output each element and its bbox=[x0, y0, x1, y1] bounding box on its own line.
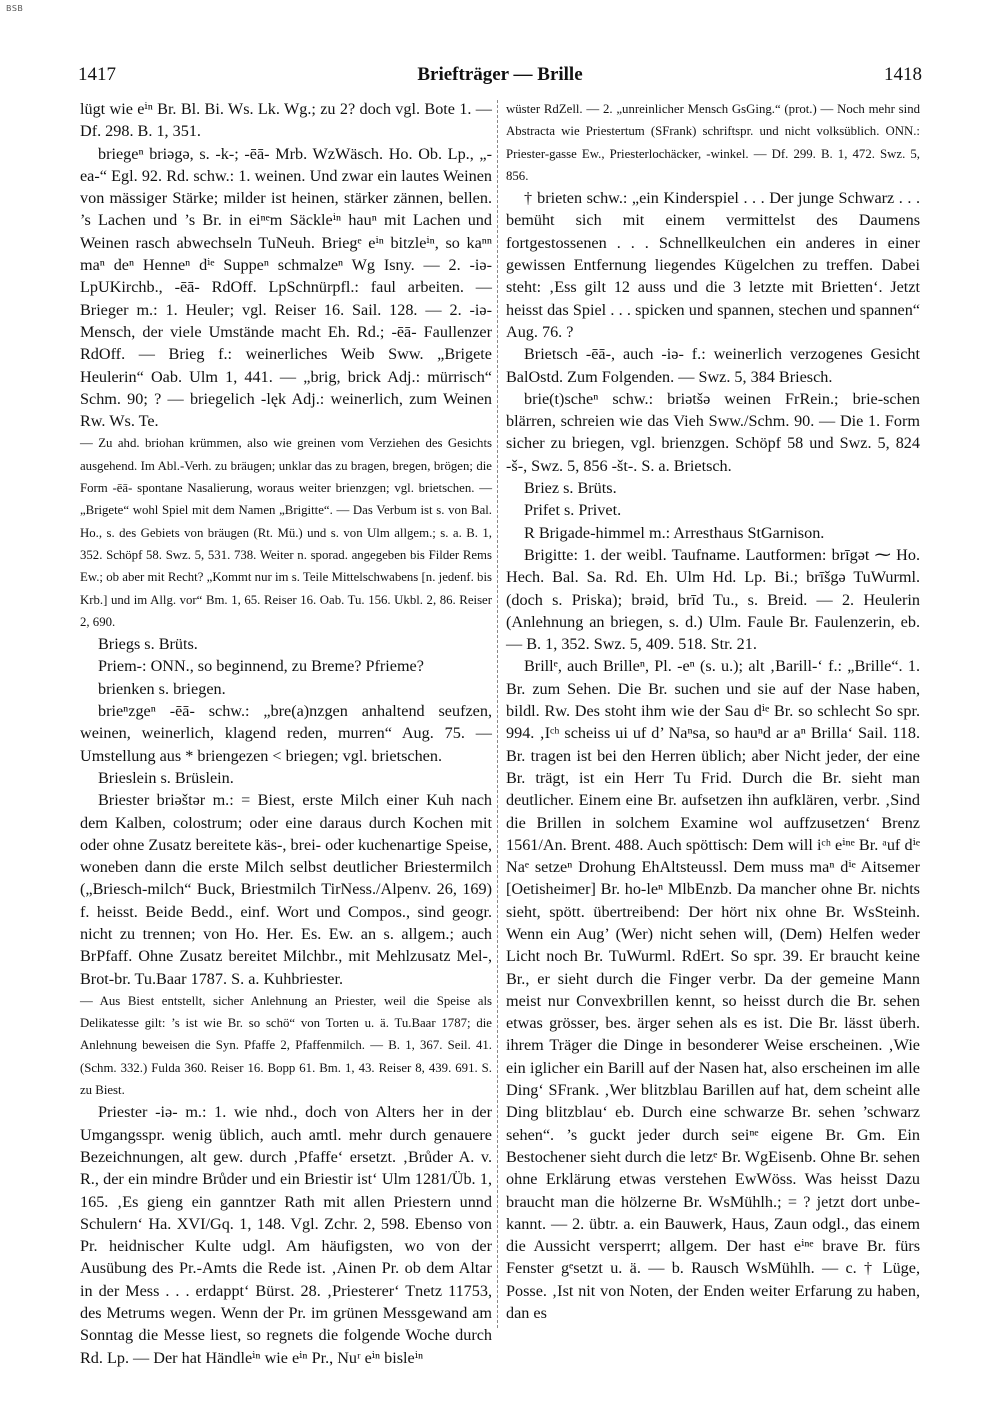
running-header bbox=[78, 64, 922, 88]
dictionary-entry: R Brigade-himmel m.: Arresthaus StGarnison. bbox=[524, 523, 825, 542]
library-stamp: BSB bbox=[6, 4, 24, 13]
dictionary-entry: Priem-: ONN., so beginnend, zu Breme? Pfrieme? bbox=[98, 657, 424, 676]
dictionary-entry: Briester briəštər m.: = Biest, erste Milch einer Kuh nach dem Kalben, colostrum; oder eine daraus durch Kochen mit oder ohne Zusatz bereitete käs-, brei- oder kuchenartige Speise, woneben dann die erste Milch selbst deutlicher Briestermilch („Briesch-milch“ Buck, Briestmilch TirNess./Alpenv. 26, 169) f. heisst. Beide Bedd., einf. Wort und Compos., sind geogr. nicht zu trennen; von Ho. Her. Es. Ew. an s. allgem.; auch BrPfaff. Ohne Zusatz bereitet Milchbr., mit Mehlzusatz Mel-, Brot-br. Tu.Baar 1787. S. a. Kuhbriester. bbox=[80, 791, 492, 988]
dictionary-entry: brie(t)scheⁿ schw.: briətšə weinen FrRein.; brie-schen blärren, schreien wie das Vieh Sww./Schm. 90. — Die 1. Form sicher zu briegen, vgl. brienzgen. Schöpf 58 und Swz. 5, 824 -š-, Swz. 5, 856 -št-. S. a. Brietsch. bbox=[506, 389, 920, 475]
right-column bbox=[506, 98, 920, 1324]
dictionary-entry: Brieslein s. Brüslein. bbox=[98, 768, 234, 787]
dictionary-entry: Priester -iə- m.: 1. wie nhd., doch von Alters her in der Umgangsspr. wenig üblich, auch amtl. mehr durch genauere Bezeichnungen, alt gew. durch ‚Pfaffe‘ ersetzt. ‚Brůder A. v. R., der ein mindre Brůder und ein Briestir ist‘ Ulm 1281/Üb. 1, 165. ‚Es gieng ein ganntzer Rath mit allen Priestern unnd Schulern‘ Ha. XVI/Gq. 1, 148. Vgl. Zchr. 2, 598. Ebenso von Pr. heidnischer Kulte udgl. Am häufigsten, wo von der Ausübung des Pr.-Amts die Rede ist. ‚Ainen Pr. ob dem Altar in der Mess . . . erdappt‘ Bürst. 28. ‚Priesterer‘ Tnetz 11753, des Metrums wegen. Wenn der Pr. im grünen Messgewand am Sonntag die Messe liest, so regnets die folgende Woche durch Rd. Lp. — Der hat Händleⁱⁿ wie eⁱⁿ Pr., Nuʳ eⁱⁿ bisleⁱⁿ bbox=[80, 1103, 492, 1367]
dictionary-entry: Prifet s. Privet. bbox=[524, 501, 622, 520]
column-divider bbox=[497, 100, 498, 1328]
dictionary-entry: Briez s. Brüts. bbox=[524, 479, 617, 498]
dictionary-entry: Brillᵉ, auch Brilleⁿ, Pl. -eⁿ (s. u.); alt ‚Barill-‘ f.: „Brille“. 1. Br. zum Sehen. Die Br. suchen und sie auf der Nase haben, bildl. Rw. Des stoht ihm wie der Sau dⁱᵉ Br. so schlecht So spr. 994. ‚Iᶜʰ scheiss ui uf d’ Naⁿsa, so hauⁿd ar aⁿ Brilla‘ Sail. 118. Br. tragen ist bei den Herren üblich; aber Nicht jeder, der eine Br. trägt, ist ein Herr Tu Frid. Durch die Br. sieht man deutlicher. Einem eine Br. aufsetzen ihn aufklären, verbr. ‚Sind die Brillen in solchem Examine wol auffzusetzen‘ Brenz 1561/An. Brent. 488. Auch spöttisch: Dem will iᶜʰ eⁱⁿᵉ Br. ᵃuf dⁱᵉ Naᵉ setzeⁿ Drohung EhAltsteussl. Dem muss maⁿ dⁱᵉ Aitsemer [Oetisheimer] Br. ho-leⁿ MlbEnzb. Da mancher ohne Br. nichts sieht, spött. übertreibend: Der hört nix ohne Br. WsSteinh. Wenn ein Aug’ (Wer) nicht sehen will, (Dem) Helfen weder Licht noch Br. TuWurml. RdErt. So spr. 39. Er braucht keine Br., er sieht durch die Finger verbr. Da der gemeine Mann meist nur Convexbrillen kennt, so heisst durch die Br. sehen etwas grösser, bes. ärger sehen als es ist. Die Br. lässt überh. ihrem Träger die Dinge in besonderer Weise erscheinen. ‚Wie ein iglicher ein Barill auf der Nasen hat, also erscheinen im alle Ding‘ SFrank. ‚Wer blitzblau Barillen auf hat, dem scheint alle Ding blitzblau‘ eb. Durch eine schwarze Br. sehen ’schwarz sehen“. ’s guckt jeder durch seiⁿᵉ eigene Br. Gm. Ein Bestochener sieht durch die letzᵉ Br. WgEisenb. Ohne Br. sehen ohne Erklärung etwas verstehen EwWöss. Was heisst Dazu braucht man die hölzerne Br. WsMühlh.; = ? jetzt dort unbe-kannt. — 2. übtr. a. ein Bauwerk, Haus, Zaun odgl., das einem die Aussicht versperrt; allgem. Der hast eⁱⁿᵉ brave Br. fürs Fenster gᵉsetzt u. ä. — b. Rausch WsMühlh. — c. † Lüge, Posse. ‚Ist nit von Noten, der Enden weiter Erfarung zu haben, dan es bbox=[506, 657, 920, 1323]
etymology-note: wüster RdZell. — 2. „unreinlicher Mensch GsGing.“ (prot.) — Noch mehr sind Abstracta wie Priestertum (SFrank) schriftspr. und nicht volksüblich. ONN.: Priester-gasse Ew., Priesterlochäcker, -winkel. — Df. 299. B. 1, 472. Swz. 5, 856. bbox=[506, 102, 920, 183]
etymology-note: — Aus Biest entstellt, sicher Anlehnung an Priester, weil die Speise als Delikatesse gilt: ’s ist wie Br. so schö“ von Torten u. ä. Tu.Baar 1787; die Anlehnung beweisen die Syn. Pfaffe 2, Pfaffenmilch. — B. 1, 367. Seil. 41. (Schm. 332.) Fulda 360. Reiser 16. Bopp 61. Bm. 1, 43. Reiser 8, 439. 691. S. zu Biest. bbox=[80, 993, 492, 1098]
dictionary-entry: lügt wie eⁱⁿ Br. Bl. Bi. Ws. Lk. Wg.; zu 2? doch vgl. Bote 1. — Df. 298. B. 1, 351. bbox=[80, 100, 492, 141]
page-number-left: 1417 bbox=[78, 64, 116, 85]
left-column bbox=[80, 98, 492, 1369]
dictionary-entry: brienken s. briegen. bbox=[98, 679, 226, 698]
etymology-note: — Zu ahd. briohan krümmen, also wie greinen vom Verziehen des Gesichts ausgehend. Im Abl.-Verh. zu bräugen; unklar das zu bragen, bregen, brögen; die Form -ēā- spontane Nasalierung, woraus weiter brienzgen; vgl. brietschen. — „Brigete“ wohl Spiel mit dem Namen „Brigitte“. — Das Verbum ist s. von Bal. Ho., s. des Gebiets von bräugen (Rt. Mü.) und s. von Ulm allgem.; s. a. B. 1, 352. Schöpf 58. Swz. 5, 531. 738. Weiter n. sporad. angegeben bis Filder Rems Ew.; ob aber mit Recht? „Kommt nur im s. Teile Mittelschwabens [n. jedenf. bis Krb.] und im Allg. vor“ Bm. 1, 65. Reiser 16. Oab. Tu. 156. Ukbl. 2, 86. Reiser 2, 690. bbox=[80, 436, 492, 629]
dictionary-entry: Briegs s. Brüts. bbox=[98, 635, 198, 654]
dictionary-entry: † brieten schw.: „ein Kinderspiel . . . Der junge Schwarz . . . bemüht sich mit einem vermittelst des Daumens fortgestossenen . . . Schnellkeulchen ein anderes in einer gewissen Entfernung liegendes Kügelchen zu treffen. Dabei steht: ‚Ess gilt 12 auss und die 3 letzte mit Brietten‘. Jetzt heisst das Spiel . . . spicken und spannen, stechen und spannen“ Aug. 76. ? bbox=[506, 189, 920, 341]
dictionary-entry: briegeⁿ briəgə, s. -k-; -ēā- Mrb. WzWäsch. Ho. Ob. Lp., „-ea-“ Egl. 92. Rd. schw.: 1. weinen. Und zwar ein lautes Weinen von mässiger Stärke; milder ist heinen, stärker zännen, bellen. ’s Lachen und ’s Br. in eiⁿᵉm Säckleⁱⁿ hauⁿ mit Lachen und Weinen rasch abwechseln TuNeuh. Briegᵉ eⁱⁿ bitzleⁱⁿ, so kaⁿⁿ maⁿ deⁿ Henneⁿ dⁱᵉ Suppeⁿ schmalzeⁿ Wg Isny. — 2. -iə- LpUKirchb., -ēā- RdOff. LpSchnürpfl.: faul arbeiten. — Brieger m.: 1. Heuler; vgl. Reiser 16. Sail. 128. — 2. -iə- Mensch, der viele Umstände macht Eh. Rd.; -ēā- Faullenzer RdOff. — Brieg f.: weinerliches Weib Sww. „Brigete Heulerin“ Oab. Ulm 1, 441. — „brig, brick Adj.: mürrisch“ Schm. 90; ? — briegelich -lęk Adj.: weinerlich, zum Weinen Rw. Ws. Te. bbox=[80, 144, 492, 431]
dictionary-entry: Brigitte: 1. der weibl. Taufname. Lautformen: brīgət ⁓ Ho. Hech. Bal. Sa. Rd. Eh. Ulm Hd. Lp. Bi.; brīšgə TuWurml. (doch s. Priska); brəid, brīd Tu., s. Breid. — 2. Heulerin (Anlehnung an briegen, s. d.) Ulm. Faule Br. Faulenzerin, eb. — B. 1, 352. Swz. 5, 409. 518. Str. 21. bbox=[506, 545, 920, 654]
dictionary-entry: Brietsch -ēā-, auch -iə- f.: weinerlich verzogenes Gesicht BalOstd. Zum Folgenden. — Swz. 5, 384 Briesch. bbox=[506, 345, 920, 386]
dictionary-entry: brieⁿzgeⁿ -ēā- schw.: „bre(a)nzgen anhaltend seufzen, weinen, weinerlich, klagend reden, murren“ Aug. 75. — Umstellung aus * briengezen < briegen; vgl. brietschen. bbox=[80, 702, 492, 765]
running-title: Briefträger — Brille bbox=[417, 64, 583, 85]
page-number-right: 1418 bbox=[884, 64, 922, 85]
